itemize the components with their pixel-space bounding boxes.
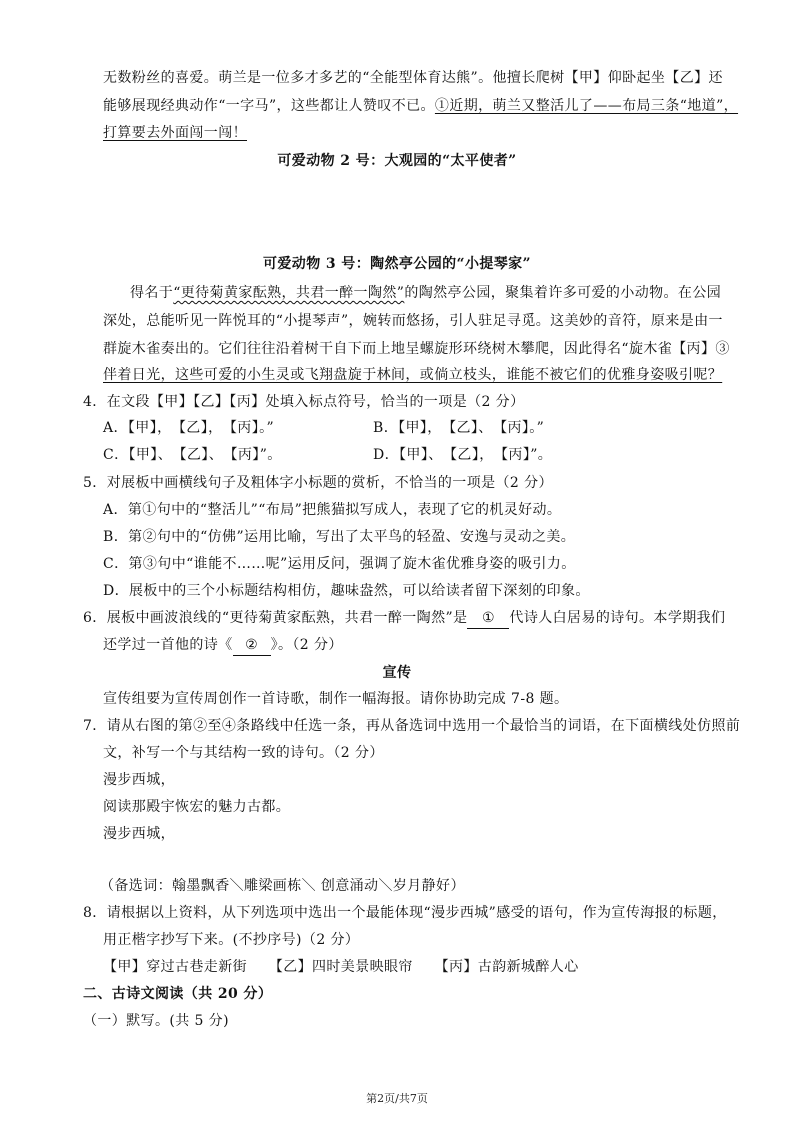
underlined-sentence-1: ①近期，萌兰又整活儿了——布局三条“地道”， (434, 98, 739, 114)
section-intro: 宣传组要为宣传周创作一首诗歌，制作一幅海报。请你协助完成 7-8 题。 (103, 691, 569, 707)
question-6-text: 6．展板中画波浪线的“更待菊黄家酝熟，共君一醉一陶然”是 (83, 610, 468, 626)
part-2-subtitle: （一）默写。(共 5 分) (83, 1013, 229, 1029)
question-5-option-d: D．展板中的三个小标题结构相仿，趣味盎然，可以给读者留下深刻的印象。 (103, 583, 590, 599)
question-6-text: 还学过一首他的诗《 (103, 637, 233, 653)
passage-text: 得名于 (130, 285, 174, 301)
subtitle-animal-2: 可爱动物 2 号：大观园的“太平使者” (277, 153, 517, 169)
question-4-option-d: D．【甲】、 【乙】， 【丙】”。 (373, 447, 553, 463)
passage-text: 能够展现经典动作“一字马”，这些都让人赞叹不已。 (103, 98, 435, 114)
answer-blank-2[interactable]: ② (233, 635, 271, 656)
question-8-stem-cont: 用正楷字抄写下来。(不抄序号)（2 分） (103, 932, 360, 948)
question-8-stem: 8．请根据以上资料，从下列选项中选出一个最能体现“漫步西城”感受的语句，作为宣传海报的标题， (83, 905, 727, 921)
question-5-option-c: C．第③句中“谁能不……呢”运用反问，强调了旋木雀优雅身姿的吸引力。 (103, 556, 576, 572)
poem-line: 漫步西城， (103, 826, 175, 842)
question-6-text: 代诗人白居易的诗句。本学期我们 (509, 610, 726, 626)
poem-line: 漫步西城， (103, 772, 175, 788)
question-8-options: 【甲】穿过古巷走新街 【乙】四时美景映眼帘 【丙】古韵新城醉人心 (103, 959, 579, 975)
passage-line: 深处，总能听见一阵悦耳的“小提琴声”，婉转而悠扬，引人驻足寻觅。这美妙的音符，原来是由一 (103, 313, 723, 329)
underlined-sentence-3: 伴着日光，这些可爱的小生灵或飞翔盘旋于林间，或倘立枝头，谁能不被它们的优雅身姿吸引呢？ (103, 367, 723, 383)
wavy-underlined-poem: “更待菊黄家酝熟，共君一醉一陶然” (173, 285, 405, 301)
question-5-stem: 5．对展板中画横线句子及粗体字小标题的赏析，不恰当的一项是（2 分） (83, 475, 553, 491)
underlined-sentence-1-cont: 打算要去外面闯一闯！ (103, 125, 247, 141)
question-6-line (83, 608, 725, 629)
question-6-text: 》。（2 分） (270, 637, 343, 653)
passage-line: 无数粉丝的喜爱。萌兰是一位多才多艺的“全能型体育达熊”。他擅长爬树【甲】仰卧起坐【乙】还 (103, 70, 723, 86)
part-2-title: 二、古诗文阅读（共 20 分） (83, 986, 273, 1002)
passage-line (103, 96, 738, 116)
question-7-word-options: （备选词：翰墨飘香＼雕梁画栋＼ 创意涌动＼岁月静好） (100, 878, 465, 894)
question-7-stem: 7．请从右图的第②至④条路线中任选一条，再从备选词中选用一个最恰当的词语，在下面横线处仿照前 (83, 718, 741, 734)
question-5-option-a: A．第①句中的“整活儿”“布局”把熊猫拟写成人，表现了它的机灵好动。 (103, 502, 562, 518)
answer-blank-1[interactable]: ① (467, 608, 509, 629)
question-7-stem-cont: 文，补写一个与其结构一致的诗句。（2 分） (103, 745, 384, 761)
question-6-line (103, 635, 343, 656)
passage-text: 的陶然亭公园，聚集着许多可爱的小动物。在公园 (404, 285, 722, 301)
passage-line: 群旋木雀奏出的。它们往往沿着树干自下而上地呈螺旋形环绕树木攀爬，因此得名“旋木雀【丙】③ (103, 341, 730, 357)
passage-line (130, 283, 721, 303)
poem-line: 阅读那殿宇恢宏的魅力古都。 (103, 799, 291, 815)
subtitle-animal-3: 可爱动物 3 号：陶然亭公园的“小提琴家” (263, 256, 531, 272)
question-4-option-c: C．【甲】、 【乙】、 【丙】”。 (103, 447, 282, 463)
section-title-publicity: 宣传 (382, 665, 412, 681)
page-number: 第2页/共7页 (366, 1092, 428, 1105)
question-5-option-b: B．第②句中的“仿佛”运用比喻，写出了太平鸟的轻盈、安逸与灵动之美。 (103, 529, 576, 545)
question-4-option-a: A．【甲】， 【乙】， 【丙】。” (103, 420, 275, 436)
question-4-stem: 4．在文段【甲】【乙】【丙】处填入标点符号，恰当的一项是（2 分） (83, 394, 525, 410)
question-4-option-b: B．【甲】， 【乙】、 【丙】。” (373, 420, 545, 436)
